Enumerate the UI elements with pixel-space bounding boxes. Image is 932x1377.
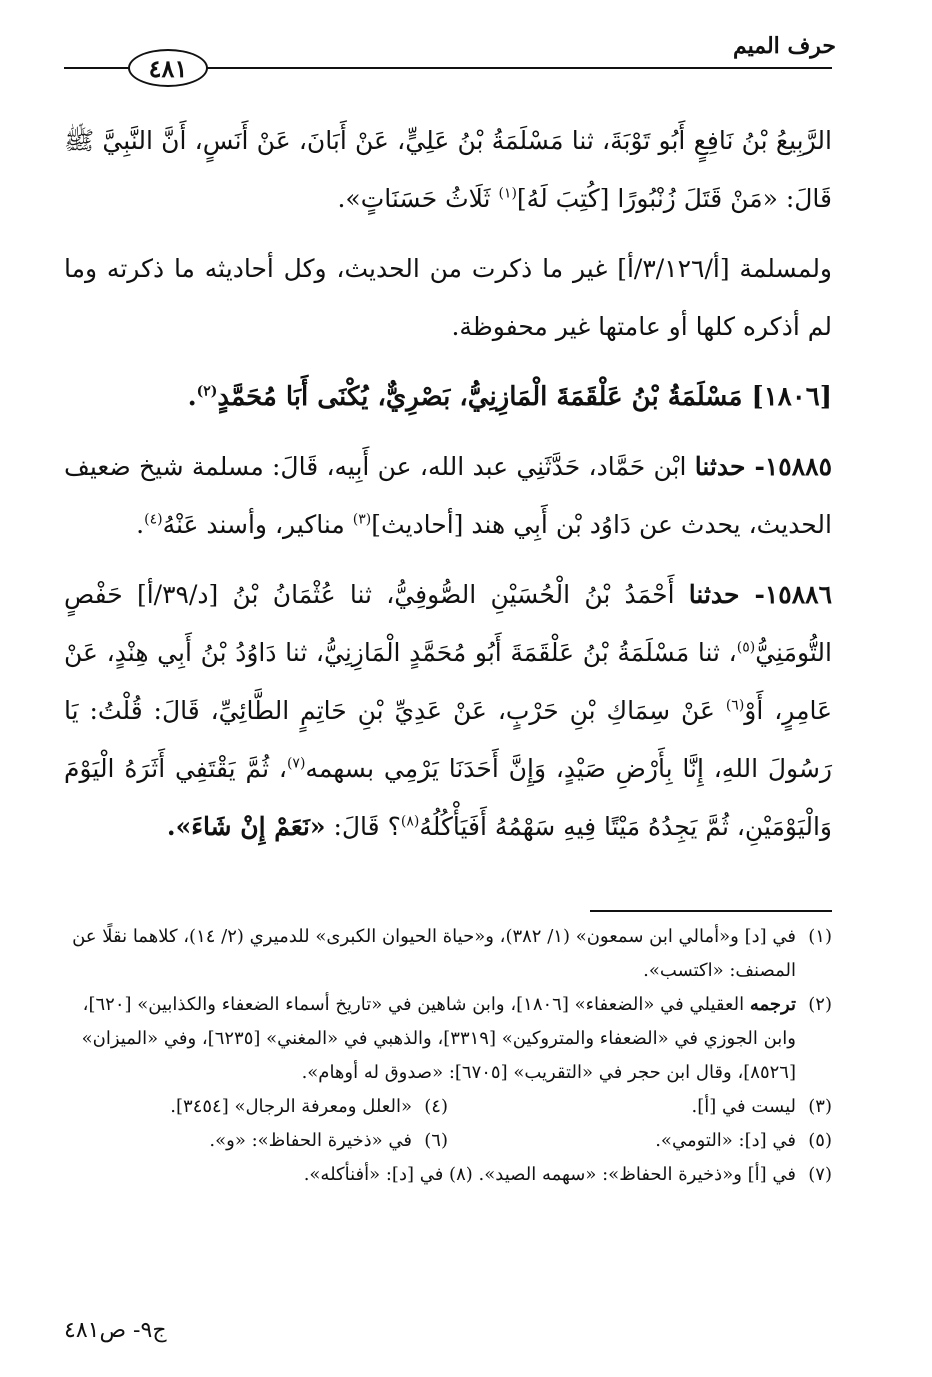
footnote-3 xyxy=(448,1090,832,1124)
footnote-text: في «ذخيرة الحفاظ»: «و». xyxy=(209,1130,412,1151)
footnote-text: في [د]: «التومي». xyxy=(655,1130,796,1151)
footnote-text: «العلل ومعرفة الرجال» [٣٤٥٤]. xyxy=(170,1096,412,1117)
footnote-ref-1[interactable]: (١) xyxy=(498,185,517,202)
footnote-pair-5-6 xyxy=(64,1124,832,1158)
entry-heading-end: . xyxy=(187,382,197,412)
footnote-ref-7[interactable]: (٧) xyxy=(286,755,306,772)
hadith-15886 xyxy=(64,566,832,856)
footnote-pair-3-4 xyxy=(64,1090,832,1124)
footnote-text: ليست في [أ]. xyxy=(691,1096,796,1117)
footnote-number: (٥) xyxy=(808,1130,832,1151)
footnote-number: (٦) xyxy=(424,1130,448,1151)
hadith-number: ١٥٨٨٥- حدثنا xyxy=(694,452,832,481)
h1-text: ابْن حَمَّاد، حَدَّثَنِي عبد الله، عن أَبِيه، قَالَ: مسلمة شيخ ضعيف الحديث، يحدث عن دَاوُد بْن أَبِي هند [أحاديث] xyxy=(64,452,832,539)
footnote-4 xyxy=(64,1090,448,1124)
footnote-bold: ترجمه xyxy=(749,994,796,1015)
footnote-text xyxy=(64,988,796,1090)
footnote-7-8 xyxy=(64,1158,832,1192)
chapter-title: حرف الميم xyxy=(732,33,836,59)
footnote-text: في [د] و«أمالي ابن سمعون» (١/ ٣٨٢)، و«حياة الحيوان الكبرى» للدميري (٢/ ١٤)، كلاهما نقلًا عن المصنف: «اكتسب». xyxy=(72,926,796,981)
footnote-ref-3[interactable]: (٣) xyxy=(352,511,372,528)
hadith-15885 xyxy=(64,438,832,554)
page-header xyxy=(0,0,932,110)
footnote-number-8: (٨) xyxy=(449,1164,473,1185)
h2-text-3: عَنْ سِمَاكِ بْنِ حَرْبٍ، عَنْ عَدِيِّ بْنِ حَاتِمٍ الطَّائِيِّ، قَالَ: قُلْتُ: يَا رَسُولَ اللهِ، إِنَّا بِأَرْضِ صَيْدٍ، وَإِنَّ أَحَدَنَا يَرْمِي بسهمه xyxy=(64,696,832,783)
footnotes xyxy=(64,920,832,1192)
footnote-6 xyxy=(64,1124,448,1158)
h2-text-4: ، ثُمَّ يَقْتَفِي أَثَرَهُ الْيَوْمَ وَالْيَوْمَيْنِ، ثُمَّ يَجِدُهُ مَيْتًا فِيهِ سَهْمُهُ أَفَيَأْكُلُهُ xyxy=(64,754,832,841)
footnote-8-text: في [د]: «أفنأكله». xyxy=(303,1164,444,1185)
paragraph-1 xyxy=(64,112,832,228)
h2-text: أَحْمَدُ بْنُ الْحُسَيْنِ الصُّوفِيُّ، ثنا عُثْمَانُ بْنُ [د/٣٩/أ] حَفْصٍ التُّومَنِيُّ xyxy=(64,580,832,667)
footnote-ref-5[interactable]: (٥) xyxy=(736,639,756,656)
footnote-number: (٣) xyxy=(808,1096,832,1117)
footnote-ref-6[interactable]: (٦) xyxy=(725,697,745,714)
footnote-ref-2[interactable]: (٢) xyxy=(196,383,218,400)
footnote-5 xyxy=(448,1124,832,1158)
footnote-text xyxy=(64,1158,796,1192)
footnote-1 xyxy=(64,920,832,988)
footnote-separator xyxy=(590,910,832,912)
footnote-number: (١) xyxy=(808,926,832,947)
footnote-body: العقيلي في «الضعفاء» [١٨٠٦]، وابن شاهين في «تاريخ أسماء الضعفاء والكذابين» [٦٢٠]، وابن الجوزي في «الضعفاء والمتروكين» [٣٣١٩]، والذهبي في «المغني» [٦٢٣٥]، وفي «الميزان» [٨٥٢٦]، وقال ابن حجر في «التقريب» [٦٧٠٥]: «صدوق له أوهام». xyxy=(81,994,796,1083)
entry-heading xyxy=(64,368,832,426)
p1-end: ثَلَاثُ حَسَنَاتٍ». xyxy=(337,184,499,213)
footnote-2 xyxy=(64,988,832,1090)
footnote-number: (٤) xyxy=(424,1096,448,1117)
footnote-ref-8[interactable]: (٨) xyxy=(400,813,420,830)
paragraph-2: ولمسلمة [أ/٣/١٢٦/أ] غير ما ذكرت من الحديث، وكل أحاديثه ما ذكرته وما لم أذكره كلها أو عامتها غير محفوظة. xyxy=(64,254,833,341)
h2-text-2: ، ثنا مَسْلَمَةُ بْنُ عَلْقَمَةَ أَبُو مُحَمَّدٍ الْمَازِنِيُّ، ثنا دَاوُدُ بْنُ أَبِي هِنْدٍ، عَنْ عَامِرٍ، أَوْ xyxy=(64,638,832,725)
h1-end: . xyxy=(136,510,145,539)
footnote-7-text: في [أ] و«ذخيرة الحفاظ»: «سهمه الصيد». xyxy=(478,1164,796,1185)
footnote-ref-4[interactable]: (٤) xyxy=(144,511,163,528)
h1-text-2: مناكير، وأسند عَنْهُ xyxy=(162,510,353,539)
h2-quote: «نَعَمْ إِنْ شَاءَ». xyxy=(166,812,326,841)
h2-text-5: ؟ قَالَ: xyxy=(325,812,401,841)
footnote-number: (٧) xyxy=(808,1164,832,1185)
main-text xyxy=(64,112,832,856)
volume-page-reference: ج٩- ص٤٨١ xyxy=(64,1318,167,1343)
page-number: ٤٨١ xyxy=(128,49,208,87)
hadith-number: ١٥٨٨٦- حدثنا xyxy=(688,580,832,609)
footnote-number: (٢) xyxy=(808,994,832,1015)
p1-text: الرَّبِيعُ بْنُ نَافِعٍ أَبُو تَوْبَةَ، ثنا مَسْلَمَةُ بْنُ عَلِيٍّ، عَنْ أَبَانَ، عَنْ أَنَسٍ، أَنَّ النَّبِيَّ ﷺ قَالَ: «مَنْ قَتَلَ زُنْبُورًا [كُتِبَ لَهُ] xyxy=(64,126,832,213)
entry-heading-text: [١٨٠٦] مَسْلَمَةُ بْنُ عَلْقَمَةَ الْمَازِنِيُّ، بَصْرِيٌّ، يُكْنَى أَبَا مُحَمَّدٍ xyxy=(217,382,832,412)
